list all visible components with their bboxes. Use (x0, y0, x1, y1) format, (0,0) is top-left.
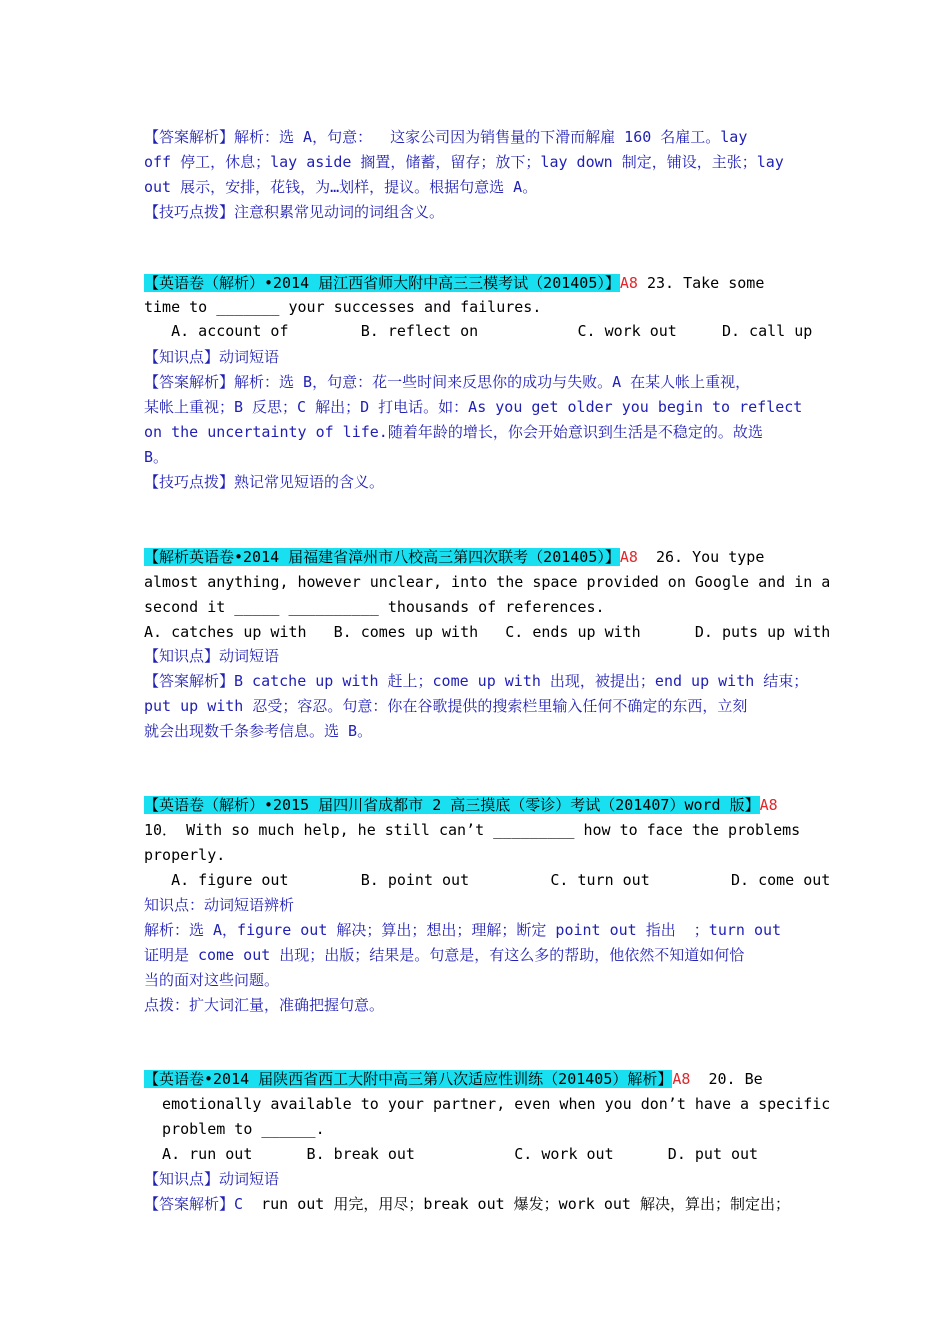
answer-label: 【答案解析】C (144, 1195, 244, 1213)
question-text: time to _______ your successes and failures. (144, 298, 542, 316)
source-highlight: 【解析英语卷•2014 届福建省漳州市八校高三第四次联考（201405）】 (144, 548, 620, 566)
question-text: 10． With so much help, he still can’t _________ how to face the problems (144, 821, 801, 839)
answer-analysis-line: 【答案解析】解析：选 B，句意：花一些时间来反思你的成功与失败。A 在某人帐上重视， (144, 373, 751, 391)
question-source-line (144, 794, 778, 816)
answer-analysis-line: 【答案解析】解析：选 A，句意： 这家公司因为销售量的下滑而解雇 160 名雇工。lay (144, 128, 748, 146)
answer-analysis-line: on the uncertainty of life.随着年龄的增长，你会开始意识到生活是不稳定的。故选 (144, 423, 763, 441)
question-text: problem to ______. (144, 1120, 325, 1138)
knowledge-point: 知识点：动词短语辨析 (144, 896, 295, 914)
answer-analysis-line: 就会出现数千条参考信息。选 B。 (144, 722, 373, 740)
tip-line: 点拨：扩大词汇量，准确把握句意。 (144, 996, 385, 1014)
answer-analysis-line (144, 1193, 790, 1215)
category-tag: A8 (672, 1070, 691, 1088)
question-text: 20. Be (690, 1070, 763, 1088)
question-text: 26. You type (637, 548, 765, 566)
question-text: second it _____ __________ thousands of references. (144, 598, 605, 616)
answer-analysis-line: 证明是 come out 出现；出版；结果是。句意是，有这么多的帮助，他依然不知道如何恰 (144, 946, 745, 964)
category-tag: A8 (619, 548, 638, 566)
answer-options: A. run out B. break out C. work out D. put out (144, 1145, 759, 1163)
question-text: emotionally available to your partner, even when you don’t have a specific (144, 1095, 831, 1113)
question-source-line (144, 1068, 763, 1090)
knowledge-point: 【知识点】动词短语 (144, 1170, 280, 1188)
question-text: properly. (144, 846, 226, 864)
answer-analysis-line: 某帐上重视；B 反思；C 解出；D 打电话。如：As you get older you begin to reflect (144, 398, 803, 416)
category-tag: A8 (759, 796, 778, 814)
answer-options: A. figure out B. point out C. turn out D. come out (144, 871, 831, 889)
answer-analysis-line: 【答案解析】B catche up with 赶上；come up with 出现，被提出；end up with 结束； (144, 672, 809, 690)
answer-analysis-line: put up with 忍受；容忍。句意：你在谷歌提供的搜索栏里输入任何不确定的东西，立刻 (144, 697, 748, 715)
source-highlight: 【英语卷（解析）•2014 届江西省师大附中高三三模考试（201405）】 (144, 274, 620, 292)
question-source-line (144, 546, 764, 568)
answer-analysis-line: 当的面对这些问题。 (144, 971, 280, 989)
answer-analysis-line: out 展示，安排，花钱，为…划样，提议。根据句意选 A。 (144, 178, 538, 196)
tip-line: 【技巧点拨】熟记常见短语的含义。 (144, 473, 385, 491)
knowledge-point: 【知识点】动词短语 (144, 647, 280, 665)
category-tag: A8 (619, 274, 638, 292)
answer-options: A. catches up with B. comes up with C. ends up with D. puts up with (144, 623, 831, 641)
answer-analysis-line: 解析：选 A，figure out 解决；算出；想出；理解；断定 point out 指出 ；turn out (144, 921, 782, 939)
answer-analysis-line: off 停工，休息；lay aside 搁置，储蓄，留存；放下；lay down 制定，铺设，主张；lay (144, 153, 784, 171)
question-text: 23. Take some (637, 274, 765, 292)
answer-text: run out 用完，用尽；break out 爆发；work out 解决，算出；制定出； (243, 1195, 790, 1213)
answer-options: A. account of B. reflect on C. work out D. call up (144, 322, 813, 340)
question-source-line (144, 272, 764, 294)
source-highlight: 【英语卷（解析）•2015 届四川省成都市 2 高三摸底（零诊）考试（201407）word 版】 (144, 796, 760, 814)
source-highlight: 【英语卷•2014 届陕西省西工大附中高三第八次适应性训练（201405）解析】 (144, 1070, 673, 1088)
tip-line: 【技巧点拨】注意积累常见动词的词组含义。 (144, 203, 445, 221)
question-text: almost anything, however unclear, into the space provided on Google and in a (144, 573, 831, 591)
knowledge-point: 【知识点】动词短语 (144, 348, 280, 366)
answer-analysis-line: B。 (144, 448, 169, 466)
